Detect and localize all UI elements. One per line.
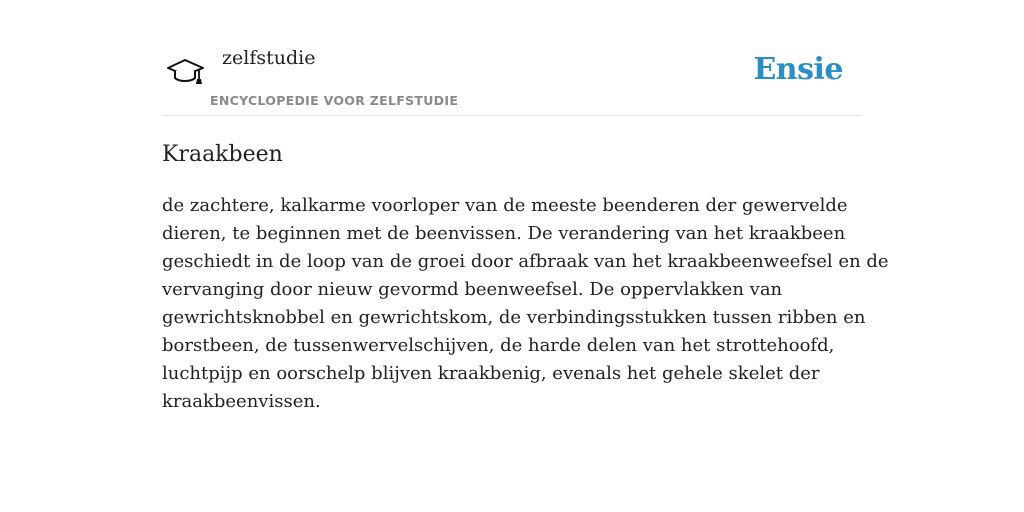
article-body-line: de zachtere, kalkarme voorloper van de meeste beenderen der gewervelde: [162, 195, 848, 216]
article-body-line: gewrichtsknobbel en gewrichtskom, de verbindingsstukken tussen ribben en: [162, 307, 866, 328]
page-title: Kraakbeen: [162, 142, 283, 167]
article-body-line: kraakbeenvissen.: [162, 391, 321, 412]
site-tagline: ENCYCLOPEDIE VOOR ZELFSTUDIE: [210, 93, 459, 108]
article-body-line: borstbeen, de tussenwervelschijven, de harde delen van het strottehoofd,: [162, 335, 835, 356]
article-body-line: dieren, te beginnen met de beenvissen. De verandering van het kraakbeen: [162, 223, 846, 244]
site-header: [162, 36, 862, 116]
article-body-line: luchtpijp en oorschelp blijven kraakbenig, evenals het gehele skelet der: [162, 363, 820, 384]
article-body: [162, 192, 889, 416]
brand-logo[interactable]: Ensie: [753, 52, 843, 87]
article-body-line: vervanging door nieuw gevormd beenweefsel. De oppervlakken van: [162, 279, 783, 300]
site-name[interactable]: zelfstudie: [222, 47, 316, 69]
graduation-cap-icon[interactable]: [166, 56, 206, 90]
article-body-line: geschiedt in de loop van de groei door afbraak van het kraakbeenweefsel en de: [162, 251, 889, 272]
